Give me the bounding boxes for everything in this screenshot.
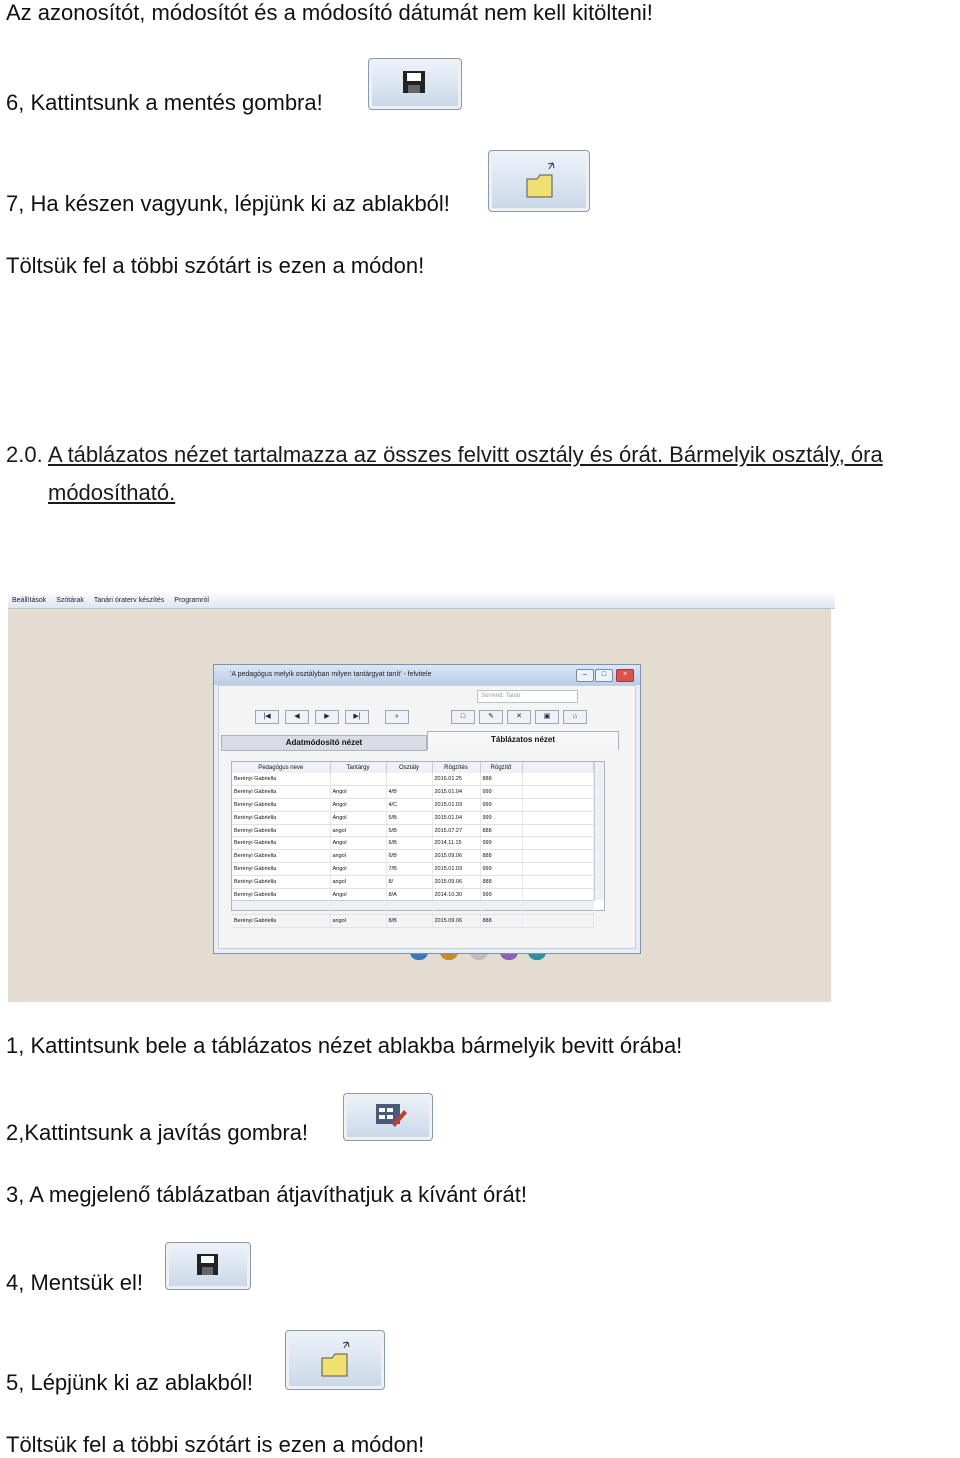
first-record-icon[interactable]: |◀: [255, 710, 279, 724]
table-row[interactable]: [232, 863, 594, 876]
table-cell[interactable]: Berényi Gabriella: [232, 773, 330, 785]
menu-item[interactable]: Tanári óraterv készítés: [93, 596, 165, 604]
dialog-window: [213, 664, 641, 954]
table-row[interactable]: [232, 876, 594, 889]
search-icon[interactable]: ⌕: [385, 710, 409, 724]
table-row[interactable]: [232, 811, 594, 824]
instruction-line-1: Az azonosítót, módosítót és a módosító dátumát nem kell kitölteni!: [6, 0, 653, 25]
table-cell[interactable]: Berényi Gabriella: [232, 914, 330, 927]
section-number: 2.0.: [6, 442, 43, 467]
table-cell[interactable]: 888: [480, 850, 522, 863]
minimize-icon[interactable]: –: [576, 669, 594, 682]
table-cell[interactable]: [330, 773, 386, 785]
save-icon[interactable]: ▣: [535, 710, 559, 724]
window-title: [214, 665, 640, 685]
table-cell[interactable]: 888: [480, 773, 522, 785]
table-cell[interactable]: 2014.11.15: [432, 837, 480, 850]
next-record-icon[interactable]: ▶: [315, 710, 339, 724]
instruction-line-9: 5, Lépjünk ki az ablakból!: [6, 1370, 254, 1395]
maximize-icon[interactable]: □: [595, 669, 613, 682]
table-cell[interactable]: angol: [330, 876, 386, 889]
table-cell[interactable]: 7/B: [386, 863, 432, 876]
table-cell[interactable]: 8/B: [386, 914, 432, 927]
table-cell[interactable]: 8/A: [386, 889, 432, 902]
column-header[interactable]: Rögzítő: [480, 762, 522, 773]
menubar: [8, 592, 835, 609]
app-screenshot: [8, 592, 831, 1002]
table-cell[interactable]: Berényi Gabriella: [232, 837, 330, 850]
table-cell[interactable]: Angol: [330, 837, 386, 850]
table-cell[interactable]: 2014.10.30: [432, 889, 480, 902]
column-header[interactable]: Pedagógus neve: [232, 762, 330, 773]
table-cell[interactable]: 2016.01.25: [432, 773, 480, 785]
exit-folder-icon: [285, 1330, 385, 1390]
table-cell[interactable]: 4/C: [386, 798, 432, 811]
table-cell[interactable]: 2015.01.04: [432, 811, 480, 824]
table-cell[interactable]: 6/B: [386, 837, 432, 850]
table-cell[interactable]: 888: [480, 876, 522, 889]
table-row[interactable]: [232, 798, 594, 811]
menu-item[interactable]: Beállítások: [12, 596, 47, 604]
table-cell[interactable]: angol: [330, 824, 386, 837]
table-cell[interactable]: 999: [480, 863, 522, 876]
table-cell[interactable]: Berényi Gabriella: [232, 785, 330, 798]
data-grid[interactable]: [231, 761, 605, 924]
menu-item[interactable]: Programról: [174, 596, 209, 604]
table-cell[interactable]: 2015.09.06: [432, 914, 480, 927]
tab-edit-view[interactable]: Adatmódosító nézet: [221, 735, 427, 751]
table-row[interactable]: [232, 773, 594, 785]
table-cell[interactable]: 888: [480, 914, 522, 927]
instruction-line-exit: 7, Ha készen vagyunk, lépjünk ki az ablakból!: [6, 191, 450, 216]
exit-folder-icon: [488, 150, 590, 212]
vertical-scrollbar[interactable]: [594, 762, 604, 900]
table-cell[interactable]: Berényi Gabriella: [232, 889, 330, 902]
table-cell[interactable]: 6/B: [386, 850, 432, 863]
tab-table-view[interactable]: Táblázatos nézet: [427, 731, 619, 750]
table-cell[interactable]: 999: [480, 811, 522, 824]
instruction-line-save: 6, Kattintsunk a mentés gombra!: [6, 90, 323, 115]
section-title: A táblázatos nézet tartalmazza az összes felvitt osztály és órát. Bármelyik osztály, óra módosítható.: [48, 442, 883, 505]
table-cell[interactable]: Angol: [330, 785, 386, 798]
table-cell[interactable]: 2015.07.27: [432, 824, 480, 837]
edit-icon[interactable]: ✎: [479, 710, 503, 724]
horizontal-scrollbar[interactable]: [232, 900, 594, 910]
sort-field[interactable]: Sorrend: Tanár: [477, 690, 578, 703]
table-cell[interactable]: angol: [330, 850, 386, 863]
window-title-text: 'A pedagógus melyik osztályban milyen tantárgyat tanít' - felvitele: [230, 671, 432, 678]
table-cell[interactable]: 999: [480, 837, 522, 850]
instruction-line-8: 4, Mentsük el!: [6, 1270, 143, 1295]
table-cell[interactable]: 2015.01.04: [432, 785, 480, 798]
table-row[interactable]: [232, 785, 594, 798]
table-cell[interactable]: Berényi Gabriella: [232, 824, 330, 837]
table-row[interactable]: [232, 837, 594, 850]
table-cell[interactable]: 999: [480, 798, 522, 811]
table-cell[interactable]: 2015.09.06: [432, 850, 480, 863]
save-icon: [165, 1242, 251, 1290]
table-cell[interactable]: Berényi Gabriella: [232, 850, 330, 863]
instruction-line-6: 2,Kattintsunk a javítás gombra!: [6, 1120, 309, 1145]
table-cell[interactable]: Berényi Gabriella: [232, 863, 330, 876]
save-icon: [368, 58, 462, 110]
table-cell[interactable]: 999: [480, 889, 522, 902]
table-cell[interactable]: Berényi Gabriella: [232, 798, 330, 811]
table-cell[interactable]: 8/: [386, 876, 432, 889]
table-row[interactable]: [232, 914, 594, 927]
table-cell[interactable]: angol: [330, 914, 386, 927]
instruction-line-4: Töltsük fel a többi szótárt is ezen a módon!: [6, 253, 425, 278]
window-body: [218, 685, 636, 949]
table-cell[interactable]: 5/B: [386, 811, 432, 824]
table-cell[interactable]: Angol: [330, 798, 386, 811]
table-cell[interactable]: 2015.01.03: [432, 863, 480, 876]
instruction-line-10: Töltsük fel a többi szótárt is ezen a módon!: [6, 1432, 425, 1457]
table-cell[interactable]: 4/B: [386, 785, 432, 798]
close-icon[interactable]: ×: [616, 669, 634, 682]
table-cell[interactable]: Berényi Gabriella: [232, 811, 330, 824]
column-header[interactable]: Osztály: [386, 762, 432, 773]
table-cell[interactable]: 2015.09.06: [432, 876, 480, 889]
exit-folder-icon[interactable]: ⌂: [563, 710, 587, 724]
prev-record-icon[interactable]: ◀: [285, 710, 309, 724]
table-cell[interactable]: 999: [480, 785, 522, 798]
table-cell[interactable]: 888: [480, 824, 522, 837]
table-cell[interactable]: Angol: [330, 811, 386, 824]
table-row[interactable]: [232, 850, 594, 863]
table-cell[interactable]: [386, 773, 432, 785]
menu-item[interactable]: Szótárak: [56, 596, 84, 604]
table-cell[interactable]: 2015.01.03: [432, 798, 480, 811]
edit-icon: [343, 1093, 433, 1141]
table-cell[interactable]: Angol: [330, 889, 386, 902]
table-row[interactable]: [232, 824, 594, 837]
column-header[interactable]: Tantárgy: [330, 762, 386, 773]
new-icon[interactable]: □: [451, 710, 475, 724]
last-record-icon[interactable]: ▶|: [345, 710, 369, 724]
table-cell[interactable]: Angol: [330, 863, 386, 876]
column-header[interactable]: Rögzítés: [432, 762, 480, 773]
tab-bar: [221, 731, 617, 749]
table-cell[interactable]: Berényi Gabriella: [232, 876, 330, 889]
table-cell[interactable]: 5/B: [386, 824, 432, 837]
instruction-line-7: 3, A megjelenő táblázatban átjavíthatjuk a kívánt órát!: [6, 1182, 528, 1207]
instruction-line-5: 1, Kattintsunk bele a táblázatos nézet ablakba bármelyik bevitt órába!: [6, 1033, 683, 1058]
delete-icon[interactable]: ✕: [507, 710, 531, 724]
